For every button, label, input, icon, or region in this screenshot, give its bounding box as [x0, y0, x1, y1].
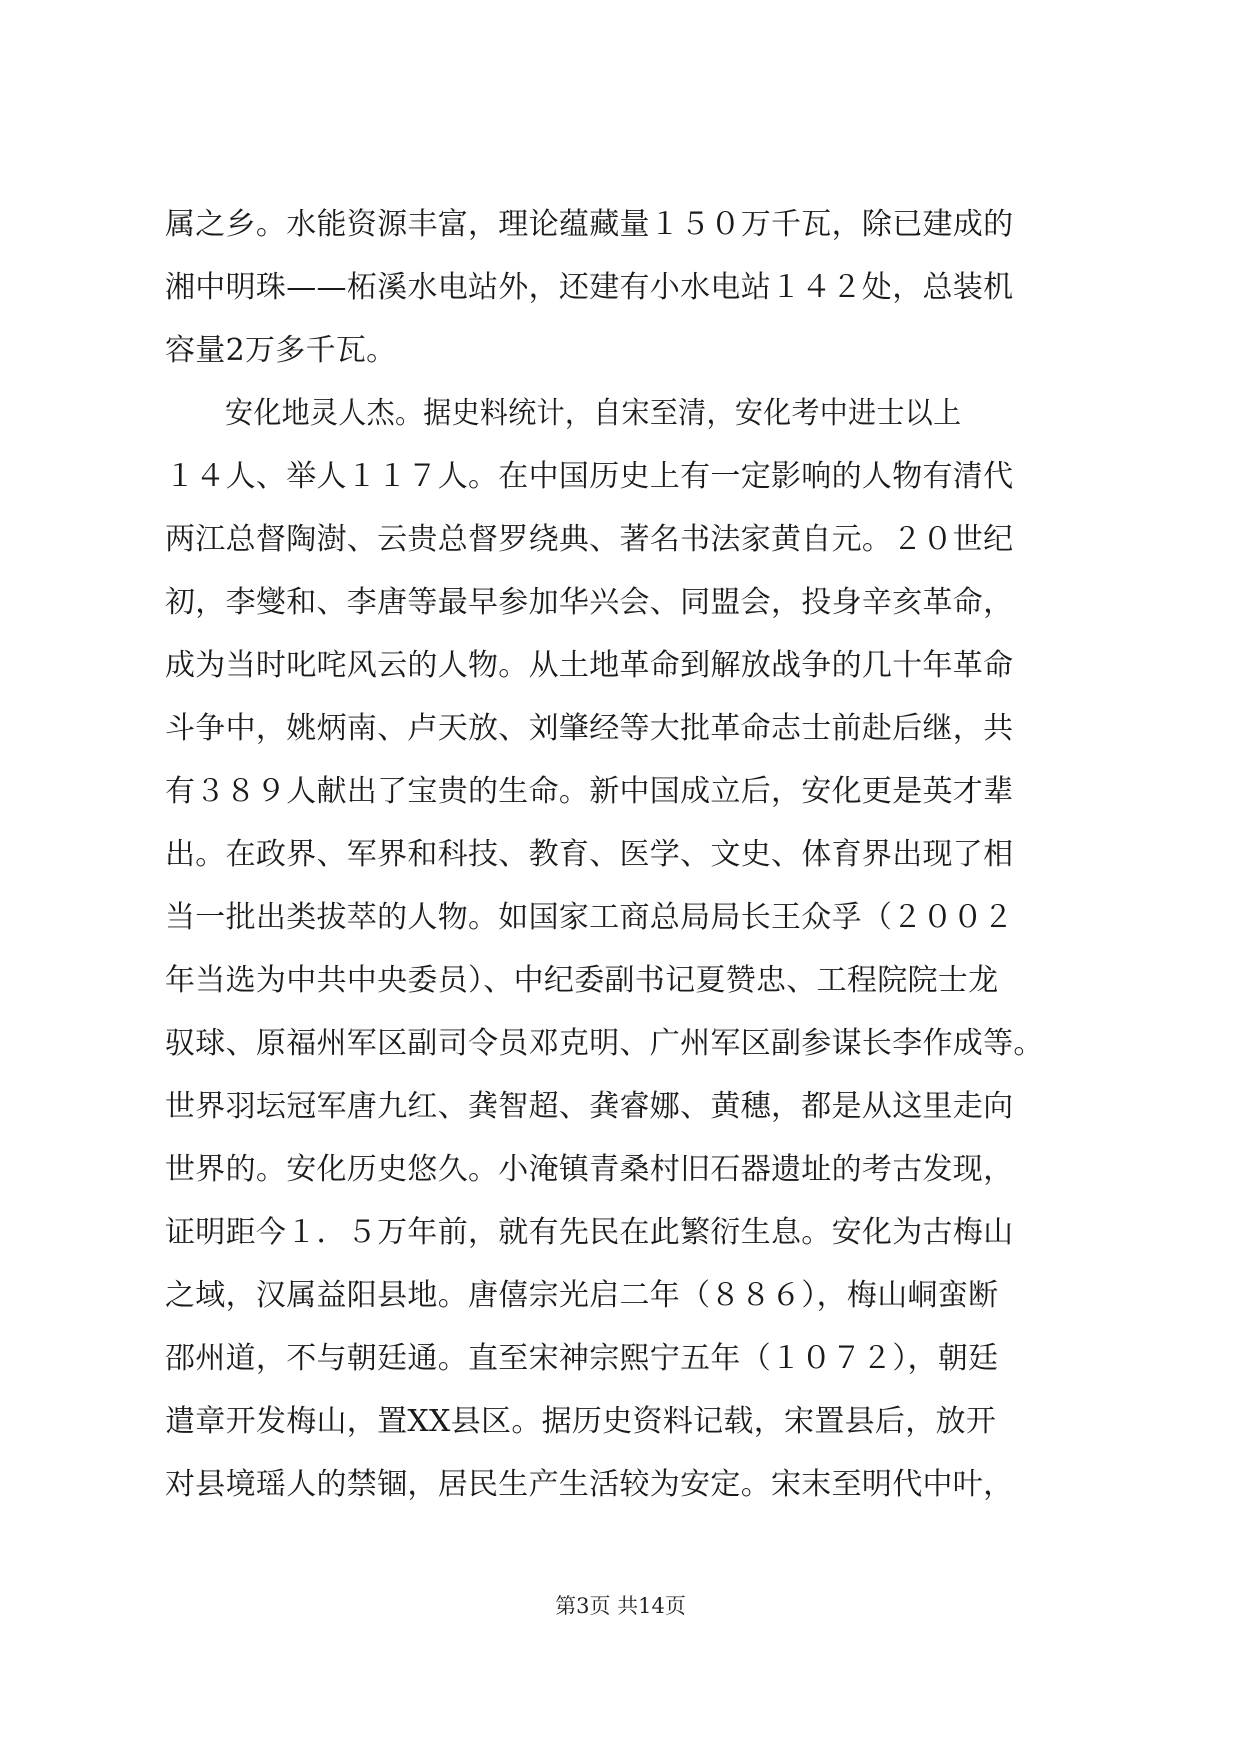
paragraph-line: １４人、举人１１７人。在中国历史上有一定影响的人物有清代	[165, 459, 1014, 494]
paragraph-line: 容量2万多千瓦。	[165, 333, 397, 368]
paragraph-line: 两江总督陶澍、云贵总督罗绕典、著名书法家黄自元。２０世纪	[165, 522, 1014, 557]
paragraph-line: 世界羽坛冠军唐九红、龚智超、龚睿娜、黄穗，都是从这里走向	[165, 1089, 1014, 1124]
paragraph-line: 年当选为中共中央委员）、中纪委副书记夏赞忠、工程院院士龙	[165, 963, 999, 998]
paragraph-line: 当一批出类拔萃的人物。如国家工商总局局长王众孚（２００２	[165, 900, 1014, 935]
paragraph-line: 斗争中，姚炳南、卢天放、刘肇经等大批革命志士前赴后继，共	[165, 711, 1014, 746]
paragraph-line: 证明距今１．５万年前，就有先民在此繁衍生息。安化为古梅山	[165, 1215, 1014, 1250]
paragraph-line: 世界的。安化历史悠久。小淹镇青桑村旧石器遗址的考古发现，	[165, 1152, 1014, 1187]
paragraph-line: 湘中明珠——柘溪水电站外，还建有小水电站１４２处，总装机	[165, 270, 1014, 305]
paragraph-line: 邵州道，不与朝廷通。直至宋神宗熙宁五年（１０７２），朝廷	[165, 1341, 999, 1376]
paragraph-line: 有３８９人献出了宝贵的生命。新中国成立后，安化更是英才辈	[165, 774, 1014, 809]
page-footer	[0, 1592, 1241, 1620]
paragraph-line: 遣章开发梅山，置XX县区。据历史资料记载，宋置县后，放开	[165, 1404, 997, 1439]
paragraph-line: 之域，汉属益阳县地。唐僖宗光启二年（８８６），梅山峒蛮断	[165, 1278, 999, 1313]
paragraph-line: 安化地灵人杰。据史料统计，自宋至清，安化考中进士以上	[225, 396, 962, 431]
paragraph-line: 成为当时叱咤风云的人物。从土地革命到解放战争的几十年革命	[165, 648, 1014, 683]
paragraph-line: 属之乡。水能资源丰富，理论蕴藏量１５０万千瓦，除已建成的	[165, 207, 1014, 242]
paragraph-line: 出。在政界、军界和科技、教育、医学、文史、体育界出现了相	[165, 837, 1014, 872]
paragraph-line: 驭球、原福州军区副司令员邓克明、广州军区副参谋长李作成等。	[165, 1026, 1044, 1061]
page-number-label: 第3页 共14页	[555, 1594, 686, 1618]
paragraph-line: 对县境瑶人的禁锢，居民生产生活较为安定。宋末至明代中叶，	[165, 1467, 1014, 1502]
paragraph-line: 初，李燮和、李唐等最早参加华兴会、同盟会，投身辛亥革命，	[165, 585, 1014, 620]
